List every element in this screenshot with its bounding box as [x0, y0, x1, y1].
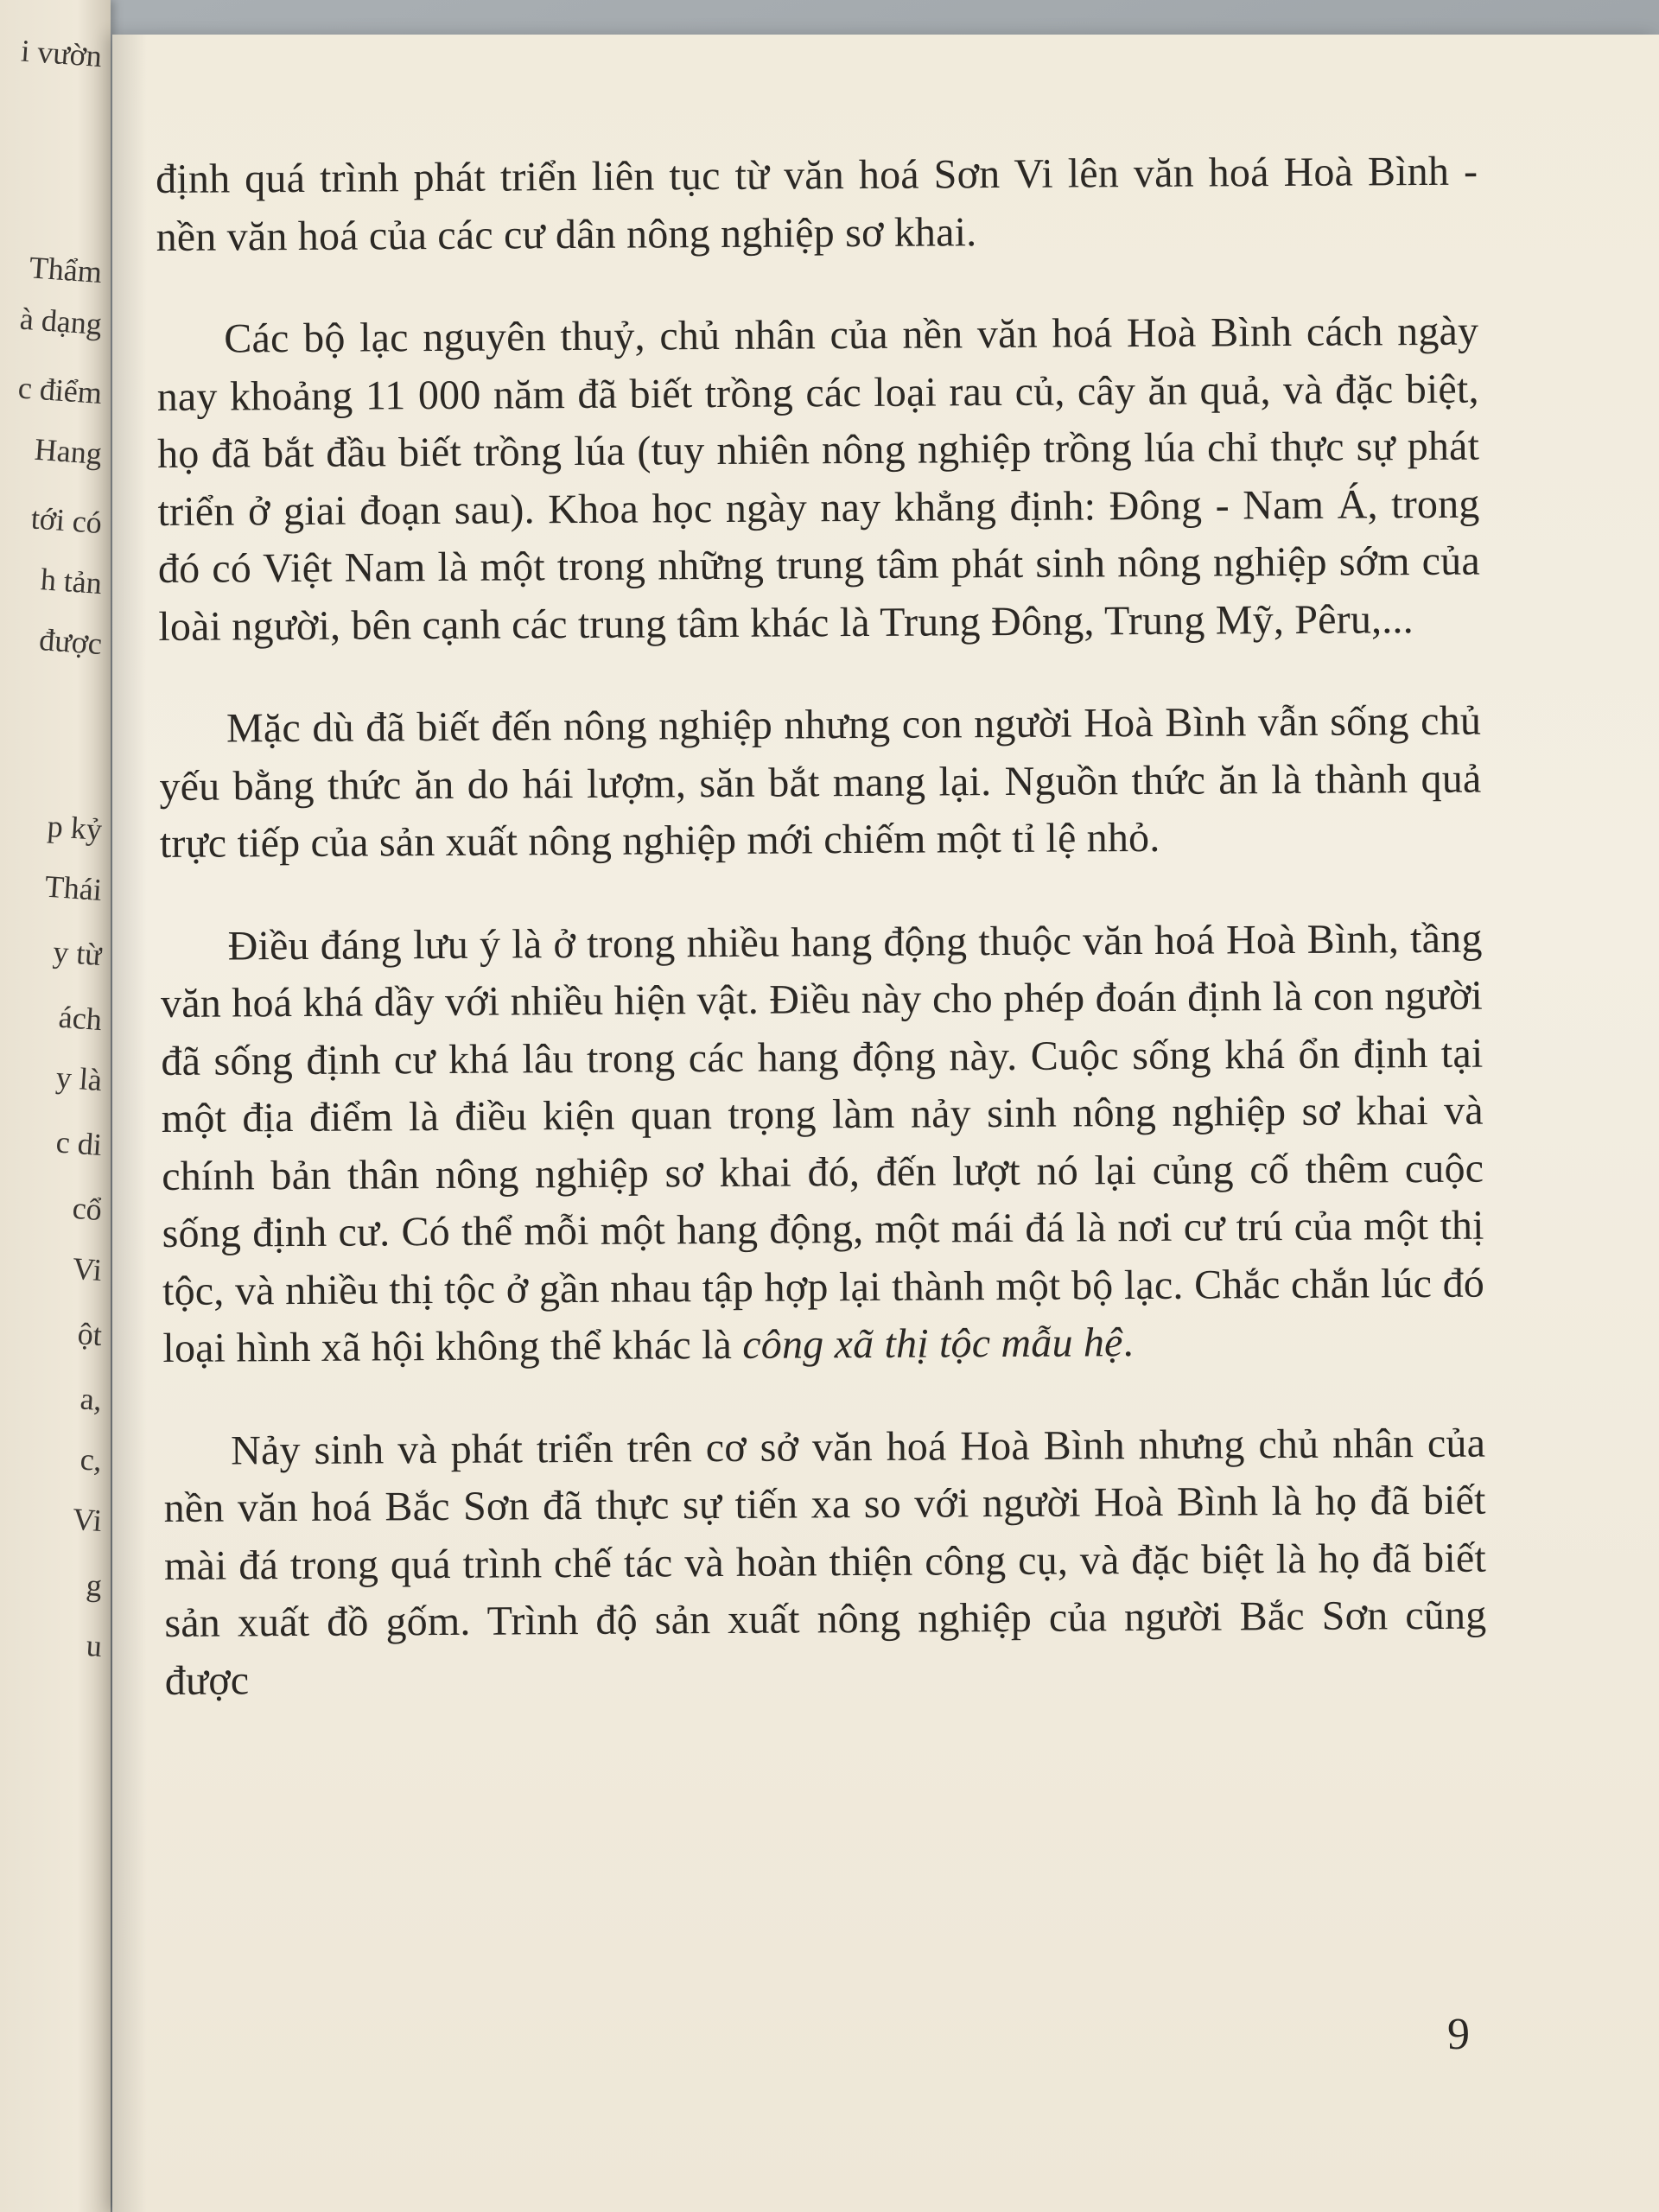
prev-page-fragment: c,: [79, 1441, 104, 1478]
prev-page-fragment: tới có: [29, 500, 104, 541]
prev-page-fragment: Vi: [71, 1501, 104, 1539]
prev-page-fragment: y là: [54, 1059, 104, 1098]
paragraph-hoa-binh-agriculture: Các bộ lạc nguyên thuỷ, chủ nhân của nền văn hoá Hoà Bình cách ngày nay khoảng 11 000 năm đã biết trồng các loại rau củ, cây ăn quả, và đặc biệt, họ đã bắt đầu biết trồng lúa (tuy nhiên nông nghiệp trồng lúa chỉ thực sự phát triển ở giai đoạn sau). Khoa học ngày nay khẳng định: Đông - Nam Á, trong đó có Việt Nam là một trong những trung tâm phát sinh nông nghiệp sớm của loài người, bên cạnh các trung tâm khác là Trung Đông, Trung Mỹ, Pêru,...: [156, 308, 1481, 650]
prev-page-fragment: g: [85, 1567, 104, 1604]
prev-page-fragment: cổ: [71, 1190, 104, 1228]
prev-page-fragment: Vi: [71, 1250, 104, 1288]
prev-page-fragment: u: [85, 1627, 104, 1664]
page-body: [156, 143, 1487, 1755]
prev-page-fragment: được: [38, 622, 104, 662]
previous-page-edge: [0, 0, 111, 2212]
prev-page-fragment: i vườn: [20, 33, 104, 74]
prev-page-fragment: a,: [79, 1381, 104, 1418]
prev-page-fragment: c điểm: [16, 370, 104, 411]
prev-page-fragment: Thái: [43, 868, 104, 908]
italic-term: công xã thị tộc mẫu hệ: [742, 1319, 1123, 1368]
paragraph-cave-settlement-text: Điều đáng lưu ý là ở trong nhiều hang động thuộc văn hoá Hoà Bình, tầng văn hoá khá dầy với nhiều hiện vật. Điều này cho phép đoán định là con người đã sống định cư khá lâu trong các hang động này. Cuộc sống khá ổn định tại một địa điểm là điều kiện quan trọng làm nảy sinh nông nghiệp sơ khai và chính bản thân nông nghiệp sơ khai đó, đến lượt nó lại củng cố thêm cuộc sống định cư. Có thể mỗi một hang động, một mái đá là nơi cư trú của một thị tộc, và nhiều thị tộc ở gần nhau tập hợp lại thành một bộ lạc. Chắc chắn lúc đó loại hình xã hội không thể khác là: [160, 915, 1485, 1371]
page-gutter-shadow: [112, 35, 147, 2212]
prev-page-fragment: ột: [76, 1316, 104, 1353]
prev-page-fragment: à dạng: [18, 301, 104, 342]
paragraph-cave-settlement: [160, 910, 1484, 1377]
prev-page-fragment: p kỷ: [46, 808, 104, 848]
paragraph-continuation: định quá trình phát triển liên tục từ văn hoá Sơn Vi lên văn hoá Hoà Bình - nền văn hoá của các cư dân nông nghiệp sơ khai.: [156, 148, 1478, 260]
sentence-end: .: [1122, 1319, 1134, 1366]
prev-page-fragment: h tản: [39, 562, 104, 601]
prev-page-fragment: c di: [54, 1124, 104, 1163]
page-number: 9: [1447, 2010, 1470, 2059]
prev-page-fragment: Hang: [33, 431, 104, 472]
paragraph-bac-son: Nảy sinh và phát triển trên cơ sở văn hoá Hoà Bình nhưng chủ nhân của nền văn hoá Bắc Sơn đã thực sự tiến xa so với người Hoà Bình là họ đã biết mài đá trong quá trình chế tác và hoàn thiện công cụ, và đặc biệt là họ đã biết sản xuất đồ gốm. Trình độ sản xuất nông nghiệp của người Bắc Sơn cũng được: [163, 1420, 1487, 1704]
prev-page-fragment: y từ: [52, 934, 104, 973]
prev-page-fragment: Thẩm: [28, 250, 104, 290]
prev-page-fragment: ách: [57, 999, 104, 1038]
paragraph-food-sources: Mặc dù đã biết đến nông nghiệp nhưng con người Hoà Bình vẫn sống chủ yếu bằng thức ăn do hái lượm, săn bắt mang lại. Nguồn thức ăn là thành quả trực tiếp của sản xuất nông nghiệp mới chiếm một tỉ lệ nhỏ.: [159, 697, 1482, 867]
